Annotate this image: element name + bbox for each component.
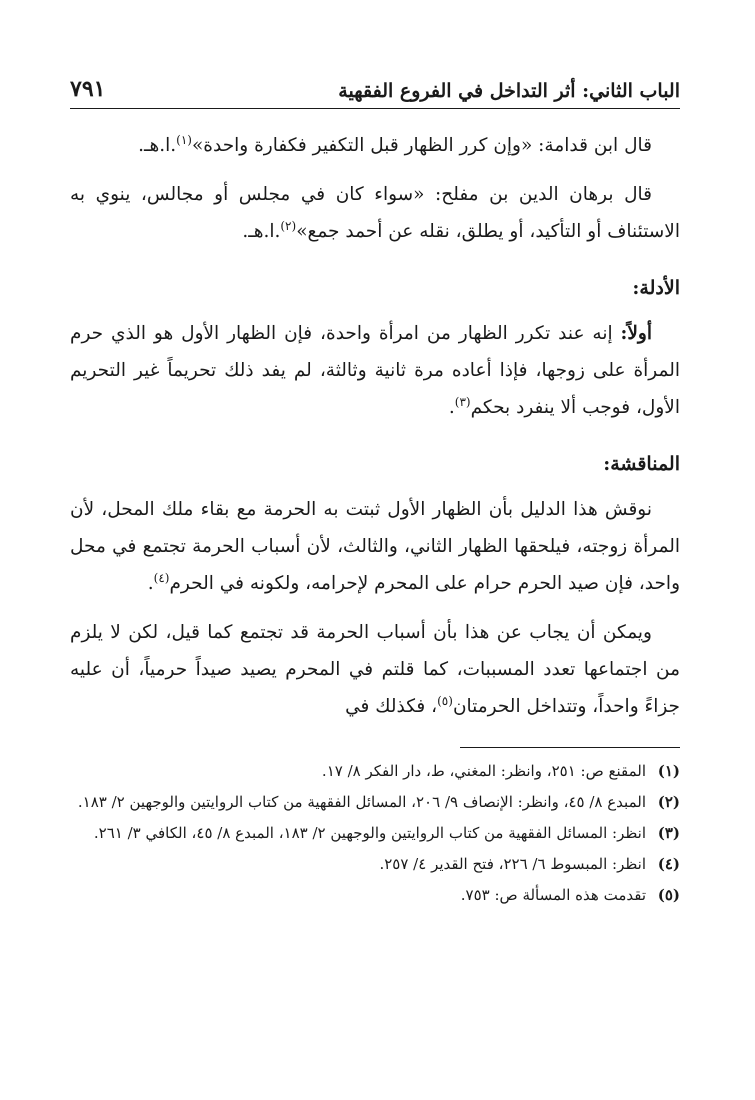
heading-evidence: الأدلة: — [632, 277, 680, 299]
footnote-item — [70, 758, 680, 785]
footnote-number: (١) — [657, 762, 680, 780]
paragraph-ibn-qudama — [70, 127, 680, 164]
footnotes-list — [70, 758, 680, 909]
paragraph-text: قال ابن قدامة: «وإن كرر الظهار قبل التكفير فكفارة واحدة» — [191, 135, 652, 156]
paragraph-tail: .ا.هـ. — [242, 221, 281, 242]
footnote-item — [70, 882, 680, 909]
main-text — [70, 127, 680, 725]
paragraph-tail: ، فكذلك في — [345, 696, 438, 717]
chapter-title: الباب الثاني: أثر التداخل في الفروع الفقهية — [338, 80, 680, 102]
paragraph-discussion-2 — [70, 614, 680, 725]
footnote-text: المقنع ص: ٢٥١، وانظر: المغني، ط، دار الفكر ٨/ ١٧. — [321, 762, 646, 780]
footnote-ref-1: (١) — [176, 132, 192, 147]
paragraph-evidence-first — [70, 315, 680, 426]
paragraph-text: قال برهان الدين بن مفلح: «سواء كان في مجلس أو مجالس، ينوي به الاستئناف أو التأكيد، أو يطلق، نقله عن أحمد جمع» — [70, 184, 680, 242]
paragraph-tail: . — [147, 573, 154, 594]
footnote-text: تقدمت هذه المسألة ص: ٧٥٣. — [460, 886, 646, 904]
footnote-number: (٢) — [657, 793, 680, 811]
paragraph-text: إنه عند تكرر الظهار من امرأة واحدة، فإن الظهار الأول هو الذي حرم المرأة على زوجها، فإذا أعاده مرة ثانية وثالثة، لم يفد ذلك تحريماً غير التحريم الأول، فوجب ألا ينفرد بحكم — [70, 323, 680, 418]
footnote-item — [70, 789, 680, 816]
running-header — [70, 62, 680, 109]
footnote-ref-5: (٥) — [437, 693, 453, 708]
footnote-item — [70, 851, 680, 878]
footnote-number: (٣) — [657, 824, 680, 842]
paragraph-text: ويمكن أن يجاب عن هذا بأن أسباب الحرمة قد تجتمع كما قيل، لكن لا يلزم من اجتماعها تعدد المسببات، كما قلتم في المحرم يصيد صيداً حرمياً، أن عليه جزاءً واحداً، وتتداخل الحرمتان — [70, 622, 680, 717]
footnote-text: المبدع ٨/ ٤٥، وانظر: الإنصاف ٩/ ٢٠٦، المسائل الفقهية من كتاب الروايتين والوجهين ٢/ ١٨٣. — [77, 793, 646, 811]
footnote-text: انظر: المبسوط ٦/ ٢٢٦، فتح القدير ٤/ ٢٥٧. — [379, 855, 646, 873]
footnote-number: (٥) — [657, 886, 680, 904]
footnote-item — [70, 820, 680, 847]
paragraph-text: نوقش هذا الدليل بأن الظهار الأول ثبتت به الحرمة مع بقاء ملك المحل، لأن المرأة زوجته، فيلحقها الظهار الثاني، والثالث، لأن أسباب الحرمة تجتمع في محل واحد، فإن صيد الحرم حرام على المحرم لإحرامه، ولكونه في الحرم — [70, 499, 680, 594]
footnote-ref-3: (٣) — [454, 394, 471, 409]
paragraph-discussion-1 — [70, 491, 680, 602]
book-page — [70, 62, 680, 1052]
paragraph-ibn-muflih — [70, 176, 680, 250]
page-number: ٧٩١ — [70, 76, 106, 102]
paragraph-tail: .ا.هـ. — [138, 135, 177, 156]
footnote-ref-2: (٢) — [280, 218, 297, 233]
footnote-text: انظر: المسائل الفقهية من كتاب الروايتين والوجهين ٢/ ١٨٣، المبدع ٨/ ٤٥، الكافي ٣/ ٢٦١. — [93, 824, 646, 842]
footnote-number: (٤) — [657, 855, 680, 873]
heading-discussion: المناقشة: — [603, 453, 680, 475]
evidence-lead: أولاً: — [620, 323, 652, 344]
footnote-divider — [460, 747, 680, 748]
footnote-ref-4: (٤) — [153, 570, 170, 585]
paragraph-tail: . — [448, 397, 455, 418]
